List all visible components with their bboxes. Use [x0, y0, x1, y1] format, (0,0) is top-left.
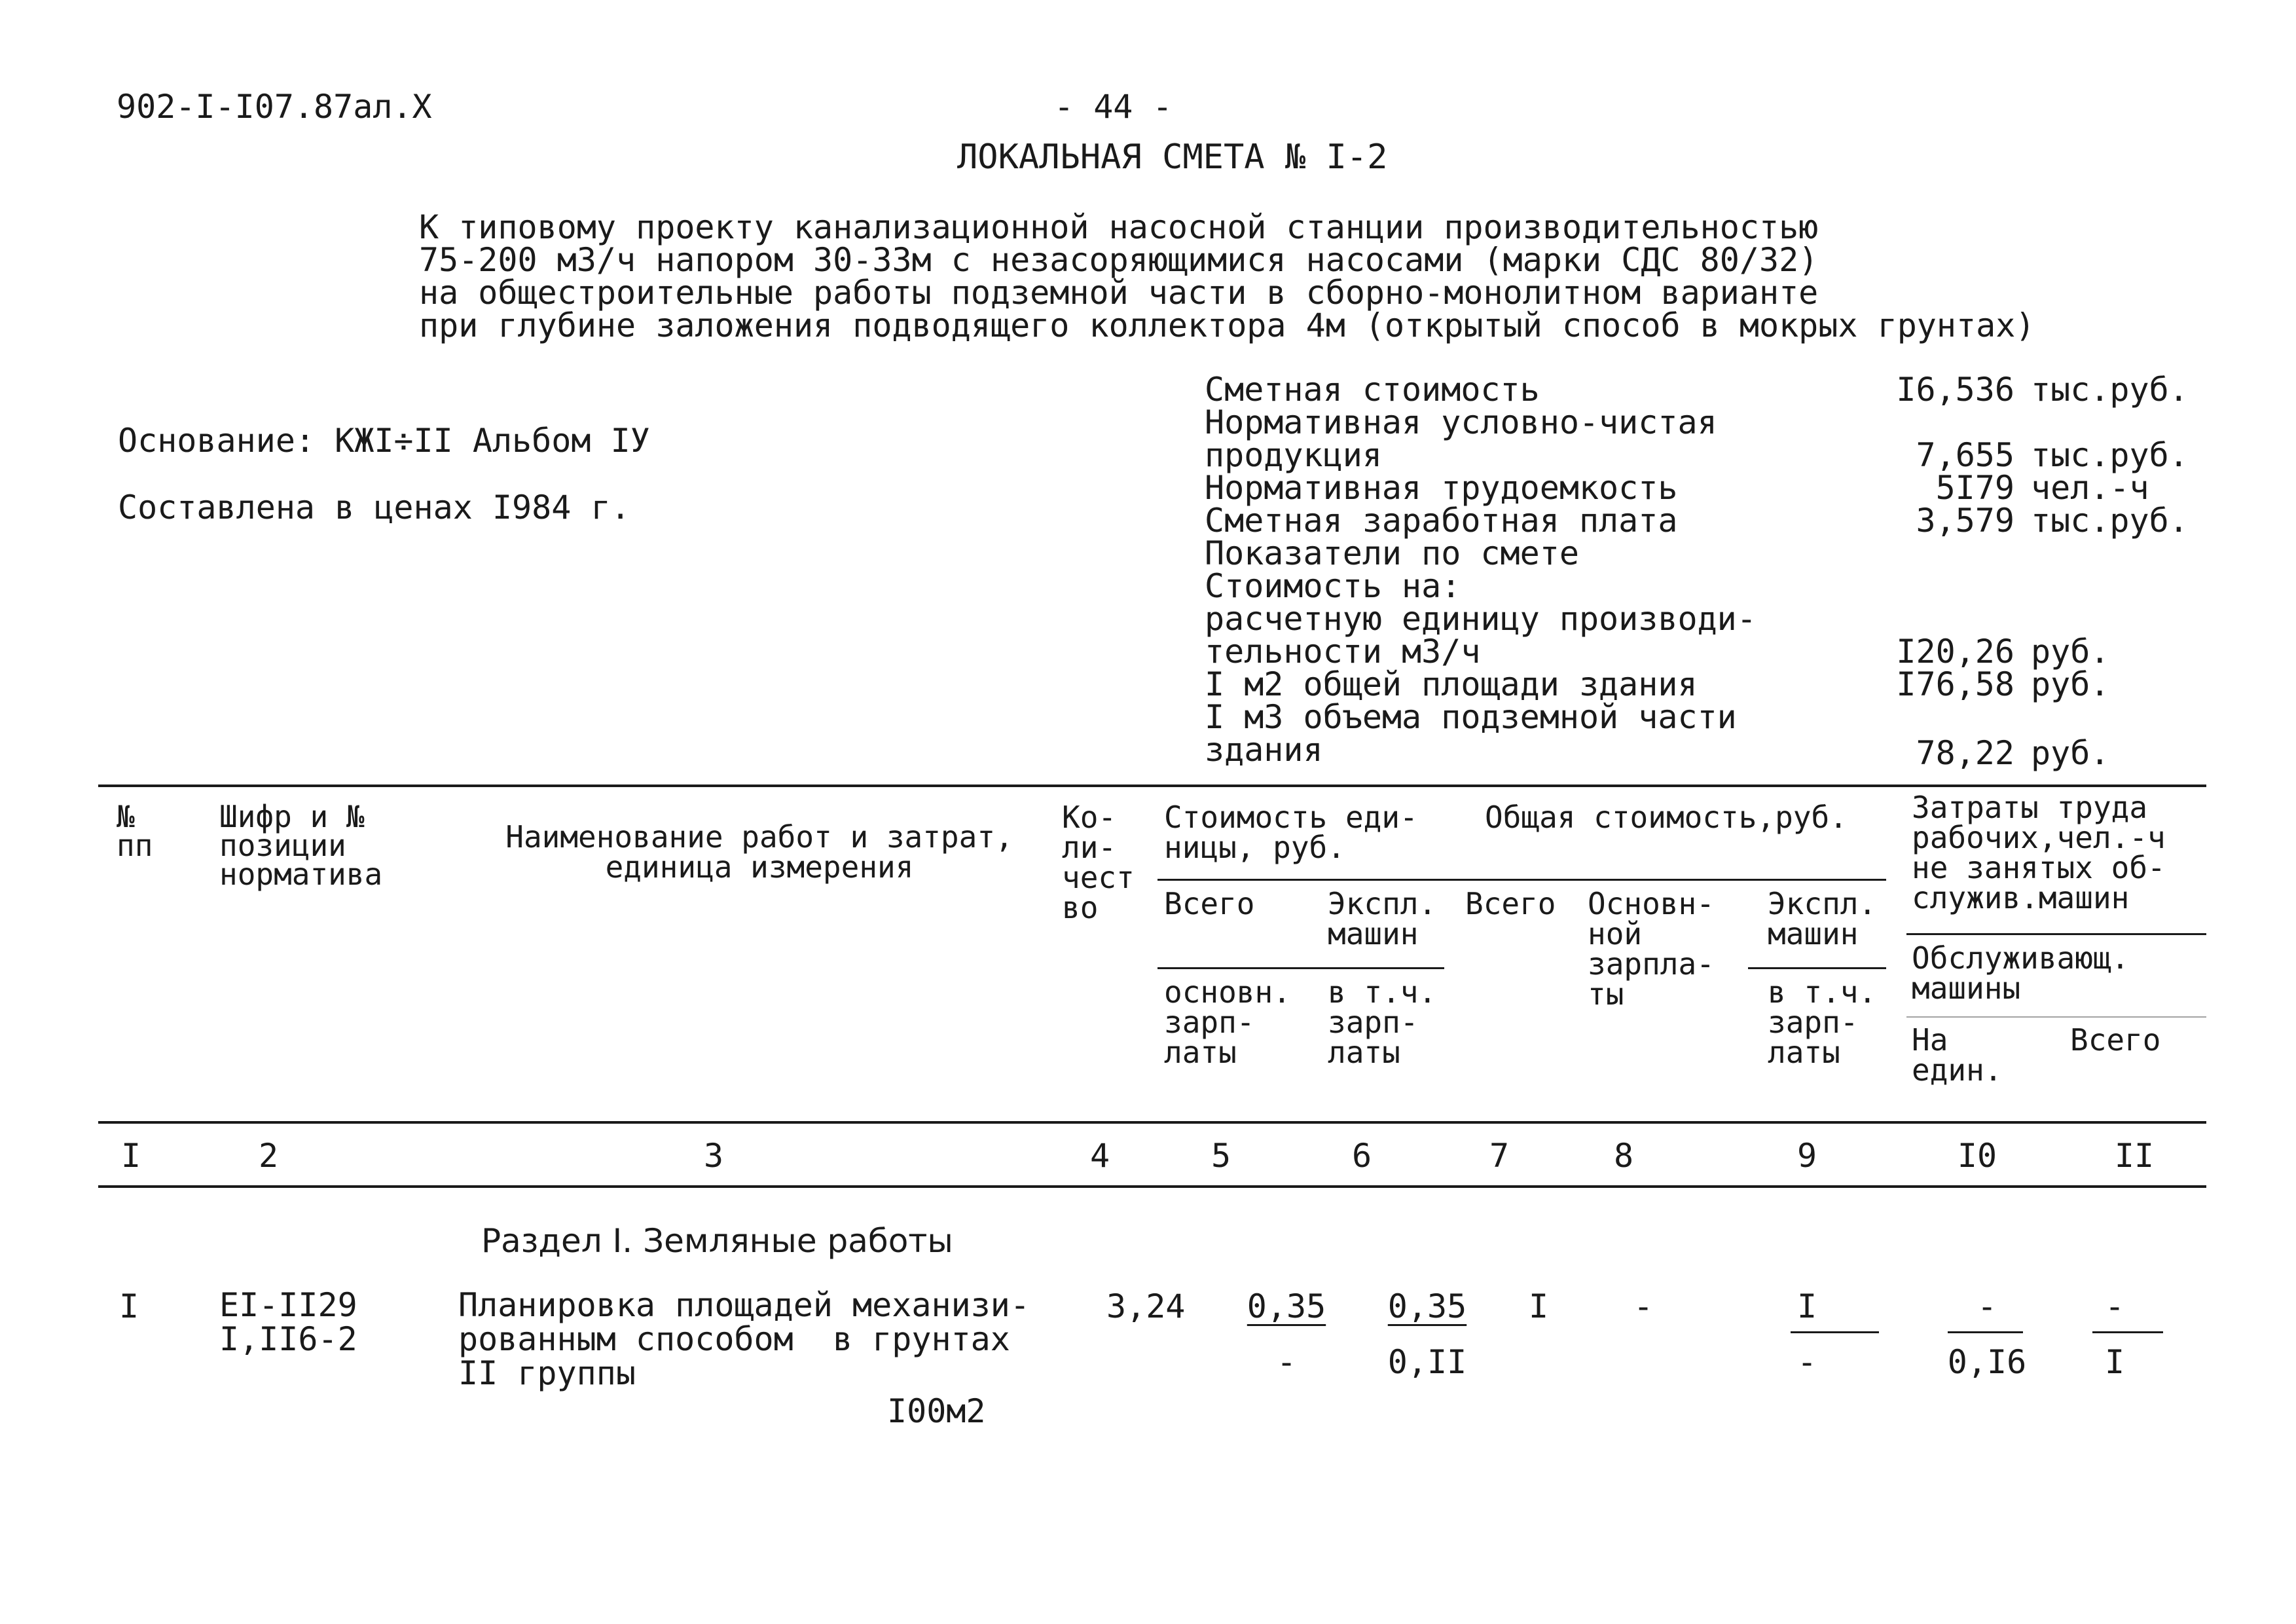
summary-unit: руб. — [2031, 633, 2110, 671]
summary-label: тельности м3/ч — [1205, 633, 1481, 671]
subtitle-line: на общестроительные работы подземной части в сборно-монолитном варианте — [419, 274, 1819, 312]
subtitle-line: при глубине заложения подводящего коллектора 4м (открытый способ в мокрых грунтах) — [419, 306, 2035, 344]
row-name: Планировка площадей механизи- рованным способом в грунтах II группы — [458, 1286, 1030, 1392]
summary-label: Стоимость на: — [1205, 567, 1461, 605]
column-number: 6 — [1351, 1137, 1372, 1175]
col-header-labor: Затраты труда рабочих,чел.-ч не занятых об- служив.машин — [1912, 790, 2166, 915]
column-number: 9 — [1796, 1137, 1817, 1175]
column-numbers-rule — [98, 1185, 2206, 1188]
col-header-unit-mach-wage: в т.ч. зарп- латы — [1328, 974, 1437, 1070]
column-number: 7 — [1489, 1137, 1510, 1175]
header-rule-costs — [1157, 879, 1886, 881]
summary-label: расчетную единицу производи- — [1205, 600, 1757, 638]
summary-label: Сметная стоимость — [1205, 371, 1540, 409]
summary-label: I м3 объема подземной части — [1205, 698, 1737, 736]
row-labor-unit-top: - — [1977, 1287, 1997, 1325]
row-unit: I00м2 — [887, 1392, 986, 1430]
col-header-total-mach-wage: в т.ч. зарп- латы — [1768, 974, 1877, 1070]
row-code: EI-II29 I,II6-2 — [219, 1286, 357, 1358]
summary-label: Показатели по смете — [1205, 534, 1579, 572]
column-number: I0 — [1957, 1137, 1997, 1175]
column-number: 8 — [1613, 1137, 1634, 1175]
column-number: 3 — [703, 1137, 724, 1175]
page-title: ЛОКАЛЬНАЯ СМЕТА № I-2 — [957, 138, 1388, 177]
summary-value: I76,58 — [1896, 665, 2014, 703]
row-labor-total-bottom: I — [2104, 1343, 2125, 1381]
row-total-mach-wage: - — [1796, 1343, 1817, 1381]
summary-unit: тыс.руб. — [2031, 502, 2189, 540]
row-labor-total-top: - — [2104, 1287, 2125, 1325]
column-number: II — [2114, 1137, 2155, 1175]
summary-value: I6,536 — [1896, 371, 2014, 409]
col-header-labor-total: Всего — [2070, 1022, 2161, 1058]
column-number: I — [120, 1137, 141, 1175]
row-unit-mach: 0,35 — [1387, 1287, 1467, 1325]
row-unit-wage: - — [1276, 1343, 1297, 1381]
row-number: I — [119, 1287, 139, 1325]
header-rule-obsl — [1906, 1016, 2206, 1018]
header-rule-labor — [1906, 933, 2206, 935]
row-unit-mach-wage: 0,II — [1387, 1343, 1467, 1381]
header-bottom-rule — [98, 1121, 2206, 1124]
page-number: - 44 - — [1054, 88, 1173, 126]
summary-label: здания — [1205, 731, 1323, 769]
summary-value: I20,26 — [1896, 633, 2014, 671]
column-number: 5 — [1211, 1137, 1231, 1175]
row-total-mach: I — [1796, 1287, 1817, 1325]
row-total: I — [1528, 1287, 1549, 1325]
summary-value: 5I79 — [1935, 469, 2014, 507]
column-number: 2 — [258, 1137, 279, 1175]
summary-label: Нормативная трудоемкость — [1205, 469, 1678, 507]
col-header-total-cost: Общая стоимость,руб. — [1485, 800, 1848, 835]
col-header-obsl: Обслуживающ. машины — [1912, 940, 2130, 1006]
col-header-total-mach: Экспл. машин — [1768, 886, 1877, 951]
header-rule-unit-cost — [1157, 967, 1444, 969]
row-unit-total: 0,35 — [1247, 1287, 1326, 1325]
col-header-unit-wage: основн. зарп- латы — [1164, 974, 1291, 1070]
subtitle — [419, 208, 2035, 344]
summary-label: Сметная заработная плата — [1205, 502, 1678, 540]
summary-label: I м2 общей площади здания — [1205, 665, 1698, 703]
table-top-rule — [98, 784, 2206, 787]
row-qty: 3,24 — [1106, 1287, 1186, 1325]
row-total-wage: - — [1633, 1287, 1654, 1325]
col-header-qty: Ко- ли- чест во — [1062, 800, 1135, 925]
summary-label: продукция — [1205, 436, 1382, 474]
summary-value: 3,579 — [1916, 502, 2014, 540]
summary-unit: чел.-ч — [2031, 469, 2149, 507]
summary-unit: руб. — [2031, 665, 2110, 703]
col-header-total-wage: Основн- ной зарпла- ты — [1588, 886, 1715, 1012]
col-header-unit-mach: Экспл. машин — [1328, 886, 1437, 951]
col-header-code: Шифр и № позиции норматива — [219, 799, 383, 892]
row-labor-unit-bottom: 0,I6 — [1947, 1343, 2027, 1381]
section-title: Раздел I. Земляные работы — [481, 1222, 953, 1260]
subtitle-line: 75-200 м3/ч напором 30-33м с незасоряющимися насосами (марки СДС 80/32) — [419, 241, 1819, 279]
col-header-total: Всего — [1465, 886, 1556, 921]
row-total-mach-fraction-bar — [1791, 1331, 1879, 1333]
prices-year-text: Составлена в ценах I984 г. — [118, 489, 630, 526]
summary-label: Нормативная условно-чистая — [1205, 403, 1717, 441]
col-header-name: Наименование работ и затрат, единица измерения — [505, 819, 1013, 885]
col-header-labor-unit: На един. — [1912, 1022, 2003, 1088]
row-labor-unit-fraction-bar — [1948, 1331, 2023, 1333]
header-rule-mach — [1748, 967, 1886, 969]
summary-value: 78,22 — [1916, 734, 2014, 772]
summary-unit: руб. — [2031, 734, 2110, 772]
basis-text: Основание: КЖI÷II Альбом IУ — [118, 422, 650, 460]
row-labor-total-fraction-bar — [2092, 1331, 2163, 1333]
summary-value: 7,655 — [1916, 436, 2014, 474]
summary-unit: тыс.руб. — [2031, 436, 2189, 474]
document-code: 902-I-I07.87ал.Х — [117, 88, 432, 126]
subtitle-line: К типовому проекту канализационной насосной станции производительностью — [419, 208, 1819, 246]
summary-labels — [1205, 371, 1757, 769]
col-header-num: № пп — [117, 799, 153, 863]
col-header-unit-total: Всего — [1164, 886, 1255, 921]
col-header-unit-cost: Стоимость еди- ницы, руб. — [1164, 800, 1418, 865]
column-number: 4 — [1089, 1137, 1110, 1175]
summary-unit: тыс.руб. — [2031, 371, 2189, 409]
